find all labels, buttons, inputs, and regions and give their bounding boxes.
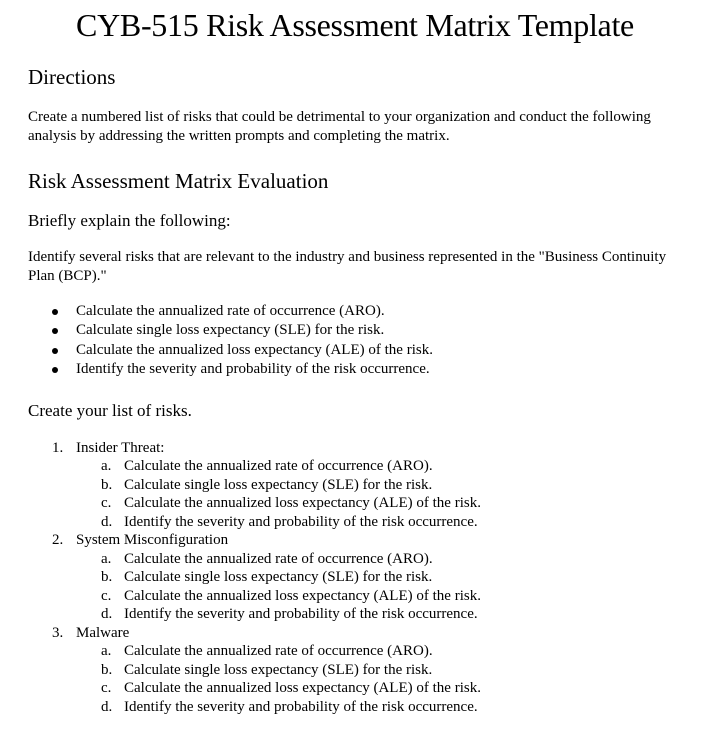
bullet-dot-icon [52,348,58,354]
risk-list [28,439,682,717]
risk-number: 2. [52,532,64,549]
step-letter: c. [101,680,112,697]
step-letter: d. [101,698,113,715]
bullet-dot-icon [52,367,58,373]
step-text: Identify the severity and probability of the risk occurrence. [124,606,478,623]
risk-name: System Misconfiguration [76,532,229,549]
briefly-explain-text: Briefly explain the following: [28,211,231,230]
bullet-item [76,321,682,340]
step-text: Identify the severity and probability of the risk occurrence. [124,698,478,715]
risk-step [101,605,682,624]
directions-heading: Directions [28,65,116,89]
step-letter: a. [101,643,112,660]
risk-step [101,661,682,680]
step-letter: a. [101,458,112,475]
bullet-dot-icon [52,309,58,315]
step-text: Calculate the annualized loss expectancy (ALE) of the risk. [124,495,481,512]
step-text: Calculate the annualized rate of occurrence (ARO). [124,458,433,475]
risk-steps [76,550,682,624]
step-letter: d. [101,606,113,623]
risk-step [101,642,682,661]
risk-name: Malware [76,624,130,641]
step-letter: c. [101,587,112,604]
analysis-bullet-list [28,302,682,380]
bullet-item [76,302,682,321]
step-text: Calculate the annualized rate of occurrence (ARO). [124,643,433,660]
directions-text: Create a numbered list of risks that could be detrimental to your organization and conduct the following analysis by addressing the written prompts and completing the matrix. [28,109,651,144]
risk-step [101,698,682,717]
risk-step [101,513,682,532]
risk-step [101,550,682,569]
step-text: Calculate single loss expectancy (SLE) for the risk. [124,569,433,586]
bullet-text: Identify the severity and probability of the risk occurrence. [76,361,430,378]
evaluation-heading: Risk Assessment Matrix Evaluation [28,169,329,193]
bullet-item [76,360,682,379]
risk-step [101,476,682,495]
step-text: Calculate the annualized loss expectancy (ALE) of the risk. [124,680,481,697]
step-letter: b. [101,661,113,678]
risk-steps [76,642,682,716]
risk-step [101,587,682,606]
create-list-text: Create your list of risks. [28,400,192,420]
risk-steps [76,457,682,531]
step-text: Calculate the annualized rate of occurrence (ARO). [124,550,433,567]
bullet-item [76,341,682,360]
risk-number: 3. [52,624,64,641]
step-letter: b. [101,476,113,493]
bullet-dot-icon [52,328,58,334]
risk-step [101,494,682,513]
step-letter: d. [101,513,113,530]
risk-item [52,439,682,532]
risk-step [101,679,682,698]
risk-step [101,457,682,476]
step-text: Calculate single loss expectancy (SLE) for the risk. [124,476,433,493]
step-text: Calculate single loss expectancy (SLE) for the risk. [124,661,433,678]
risk-name: Insider Threat: [76,439,165,456]
step-text: Identify the severity and probability of the risk occurrence. [124,513,478,530]
identify-risks-text: Identify several risks that are relevant to the industry and business represented in the "Business Continuity Plan (BCP)." [28,249,667,284]
bullet-text: Calculate the annualized rate of occurrence (ARO). [76,303,385,319]
risk-step [101,568,682,587]
step-letter: a. [101,550,112,567]
step-text: Calculate the annualized loss expectancy (ALE) of the risk. [124,587,481,604]
risk-item [52,531,682,624]
document-title: CYB-515 Risk Assessment Matrix Template [76,7,634,43]
step-letter: b. [101,569,113,586]
bullet-text: Calculate single loss expectancy (SLE) for the risk. [76,322,385,339]
step-letter: c. [101,495,112,512]
risk-number: 1. [52,439,64,456]
risk-item [52,624,682,717]
bullet-text: Calculate the annualized loss expectancy (ALE) of the risk. [76,341,433,358]
